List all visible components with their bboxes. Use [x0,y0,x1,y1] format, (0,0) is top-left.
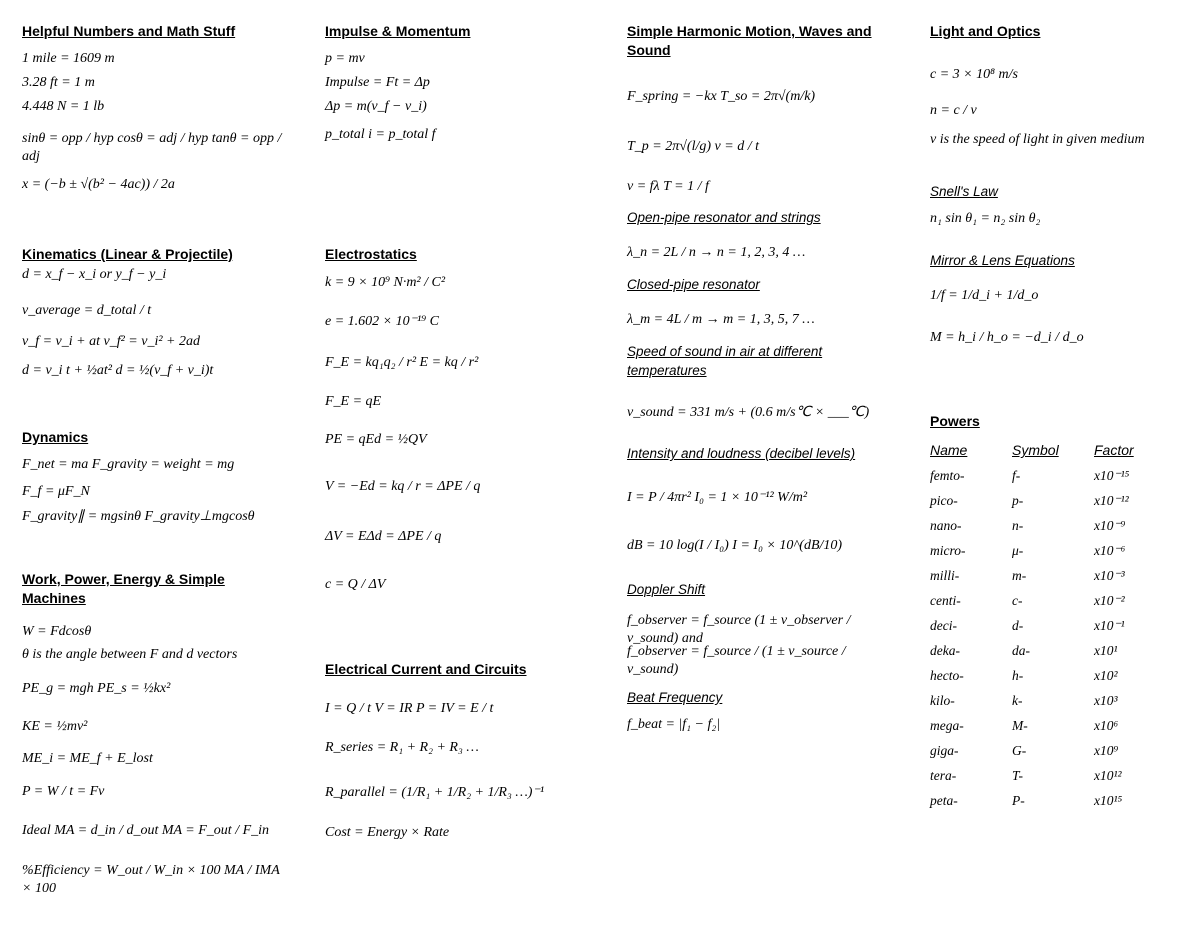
powers-table-cell: G- [1012,743,1027,758]
powers-table-cell: x10² [1094,668,1118,683]
powers-table-cell: mega- [930,718,964,733]
formula-line: Δp = m(v_f − v_i) [325,99,427,114]
formula-line: f_observer = f_source (1 ± v_observer / v_sound) and [627,613,851,646]
powers-table-cell: M- [1012,718,1028,733]
powers-table-cell: m- [1012,568,1027,583]
formula-line: M = h_i / h_o = −d_i / d_o [930,330,1084,345]
formula-line: F_E = qE [325,394,382,409]
formula-line: 1 mile = 1609 m [22,51,115,66]
formula-line: F_gravity∥ = mgsinθ F_gravity⊥mgcosθ [22,509,255,524]
formula-line: ME_i = ME_f + E_lost [22,751,153,766]
formula-line: Cost = Energy × Rate [325,825,450,840]
powers-table-cell: d- [1012,618,1024,633]
formula-line: n = c / v [930,103,977,118]
section-heading: Electrostatics [325,246,417,262]
formula-line: %Efficiency = W_out / W_in × 100 MA / IMA × 100 [22,863,280,896]
powers-table-cell: x10¹² [1094,768,1122,783]
formula-line: v is the speed of light in given medium [930,132,1145,147]
subsection-heading: Snell's Law [930,184,998,199]
formula-line: v = fλ T = 1 / f [627,179,709,194]
subsection-heading: Speed of sound in air at different temperatures [627,344,823,378]
powers-table-cell: x10⁻¹⁵ [1094,468,1130,483]
powers-table-cell: f- [1012,468,1021,483]
formula-line: P = W / t = Fv [22,784,105,799]
powers-table-cell: c- [1012,593,1023,608]
powers-table-cell: milli- [930,568,960,583]
formula-line: F_net = ma F_gravity = weight = mg [22,457,235,472]
powers-table-cell: x10⁻¹ [1094,618,1125,633]
powers-table-cell: k- [1012,693,1023,708]
formula-line: x = (−b ± √(b² − 4ac)) / 2a [22,177,175,192]
powers-table-header: Symbol [1012,442,1059,458]
formula-line: sinθ = opp / hyp cosθ = adj / hyp tanθ = opp / adj [22,131,282,164]
formula-line: F_E = kq₁q₂ / r² E = kq / r² [325,355,479,370]
subsection-heading: Open-pipe resonator and strings [627,210,821,225]
formula-line: p = mv [325,51,365,66]
formula-line: T_p = 2π√(l/g) v = d / t [627,139,759,154]
powers-table-cell: pico- [930,493,958,508]
formula-line: 3.28 ft = 1 m [22,75,95,90]
section-heading: Kinematics (Linear & Projectile) [22,246,233,262]
powers-table-cell: kilo- [930,693,955,708]
powers-table-header: Name [930,442,968,458]
section-heading: Dynamics [22,429,89,445]
powers-table-cell: x10⁻⁶ [1094,543,1126,558]
powers-table-cell: n- [1012,518,1024,533]
formula-line: c = Q / ΔV [325,577,386,592]
powers-table-cell: x10⁻¹² [1094,493,1129,508]
section-heading: Light and Optics [930,23,1041,39]
formula-line: 1/f = 1/d_i + 1/d_o [930,288,1039,303]
powers-table-cell: T- [1012,768,1024,783]
powers-table-cell: x10¹⁵ [1094,793,1123,808]
formula-line: θ is the angle between F and d vectors [22,647,238,662]
powers-table-cell: h- [1012,668,1024,683]
formula-line: f_observer = f_source / (1 ± v_source / v_sound) [627,644,846,677]
section-heading: Impulse & Momentum [325,23,471,39]
formula-line: KE = ½mv² [22,719,88,734]
powers-table-cell: x10⁶ [1094,718,1119,733]
formula-line: d = x_f − x_i or y_f − y_i [22,267,167,282]
powers-table-cell: p- [1012,493,1024,508]
section-heading: Electrical Current and Circuits [325,661,527,677]
formula-line: R_series = R₁ + R₂ + R₃ … [325,740,479,755]
powers-table-cell: centi- [930,593,961,608]
subsection-heading: Closed-pipe resonator [627,277,760,292]
formula-line: d = v_i t + ½at² d = ½(v_f + v_i)t [22,363,214,378]
formula-line: dB = 10 log(I / I₀) I = I₀ × 10^(dB/10) [627,538,843,553]
powers-table-cell: μ- [1012,543,1024,558]
subsection-heading: Intensity and loudness (decibel levels) [627,446,856,461]
formula-line: k = 9 × 10⁹ N·m² / C² [325,275,446,290]
powers-table-cell: x10⁻² [1094,593,1125,608]
formula-line: ΔV = EΔd = ΔPE / q [325,529,442,544]
powers-table-cell: deci- [930,618,957,633]
formula-line: PE = qEd = ½QV [325,432,427,447]
formula-line: W = Fdcosθ [22,624,92,639]
formula-line: F_spring = −kx T_so = 2π√(m/k) [627,89,816,104]
subsection-heading: Beat Frequency [627,690,723,705]
powers-table-cell: x10⁹ [1094,743,1119,758]
powers-table-header: Factor [1094,442,1134,458]
powers-table-cell: nano- [930,518,962,533]
powers-table-cell: giga- [930,743,959,758]
formula-line: v_sound = 331 m/s + (0.6 m/s℃ × ___℃) [627,405,870,420]
subsection-heading: Mirror & Lens Equations [930,253,1075,268]
formula-line: I = P / 4πr² I₀ = 1 × 10⁻¹² W/m² [627,490,808,505]
powers-table-cell: x10⁻⁹ [1094,518,1126,533]
subsection-heading: Doppler Shift [627,582,706,597]
formula-line: n₁ sin θ₁ = n₂ sin θ₂ [930,211,1041,226]
formula-line: 4.448 N = 1 lb [22,99,105,114]
powers-table-cell: x10¹ [1094,643,1118,658]
formula-line: v_average = d_total / t [22,303,152,318]
powers-table-cell: da- [1012,643,1030,658]
formula-line: v_f = v_i + at v_f² = v_i² + 2ad [22,334,200,349]
section-heading: Work, Power, Energy & Simple Machines [22,571,225,606]
powers-table-cell: micro- [930,543,966,558]
formula-line: Impulse = Ft = Δp [325,75,430,90]
formula-line: I = Q / t V = IR P = IV = E / t [325,701,494,716]
powers-table-cell: P- [1012,793,1025,808]
formula-line: λ_m = 4L / m → m = 1, 3, 5, 7 … [627,312,815,327]
formula-line: λ_n = 2L / n → n = 1, 2, 3, 4 … [627,245,806,260]
powers-table-cell: tera- [930,768,957,783]
powers-table-cell: hecto- [930,668,964,683]
powers-table-cell: x10³ [1094,693,1118,708]
section-heading: Powers [930,413,980,429]
formula-line: PE_g = mgh PE_s = ½kx² [22,681,171,696]
powers-table-cell: femto- [930,468,965,483]
powers-table-cell: deka- [930,643,960,658]
section-heading: Simple Harmonic Motion, Waves and Sound [627,23,872,58]
formula-line: F_f = μF_N [22,484,90,499]
formula-line: R_parallel = (1/R₁ + 1/R₂ + 1/R₃ …)⁻¹ [325,785,545,800]
formula-line: p_total i = p_total f [325,127,436,142]
formula-line: V = −Ed = kq / r = ΔPE / q [325,479,481,494]
section-heading: Helpful Numbers and Math Stuff [22,23,236,39]
formula-line: c = 3 × 10⁸ m/s [930,67,1018,82]
powers-table-cell: x10⁻³ [1094,568,1125,583]
formula-line: f_beat = |f₁ − f₂| [627,717,721,732]
formula-line: e = 1.602 × 10⁻¹⁹ C [325,314,439,329]
formula-line: Ideal MA = d_in / d_out MA = F_out / F_in [22,823,270,838]
powers-table-cell: peta- [930,793,958,808]
